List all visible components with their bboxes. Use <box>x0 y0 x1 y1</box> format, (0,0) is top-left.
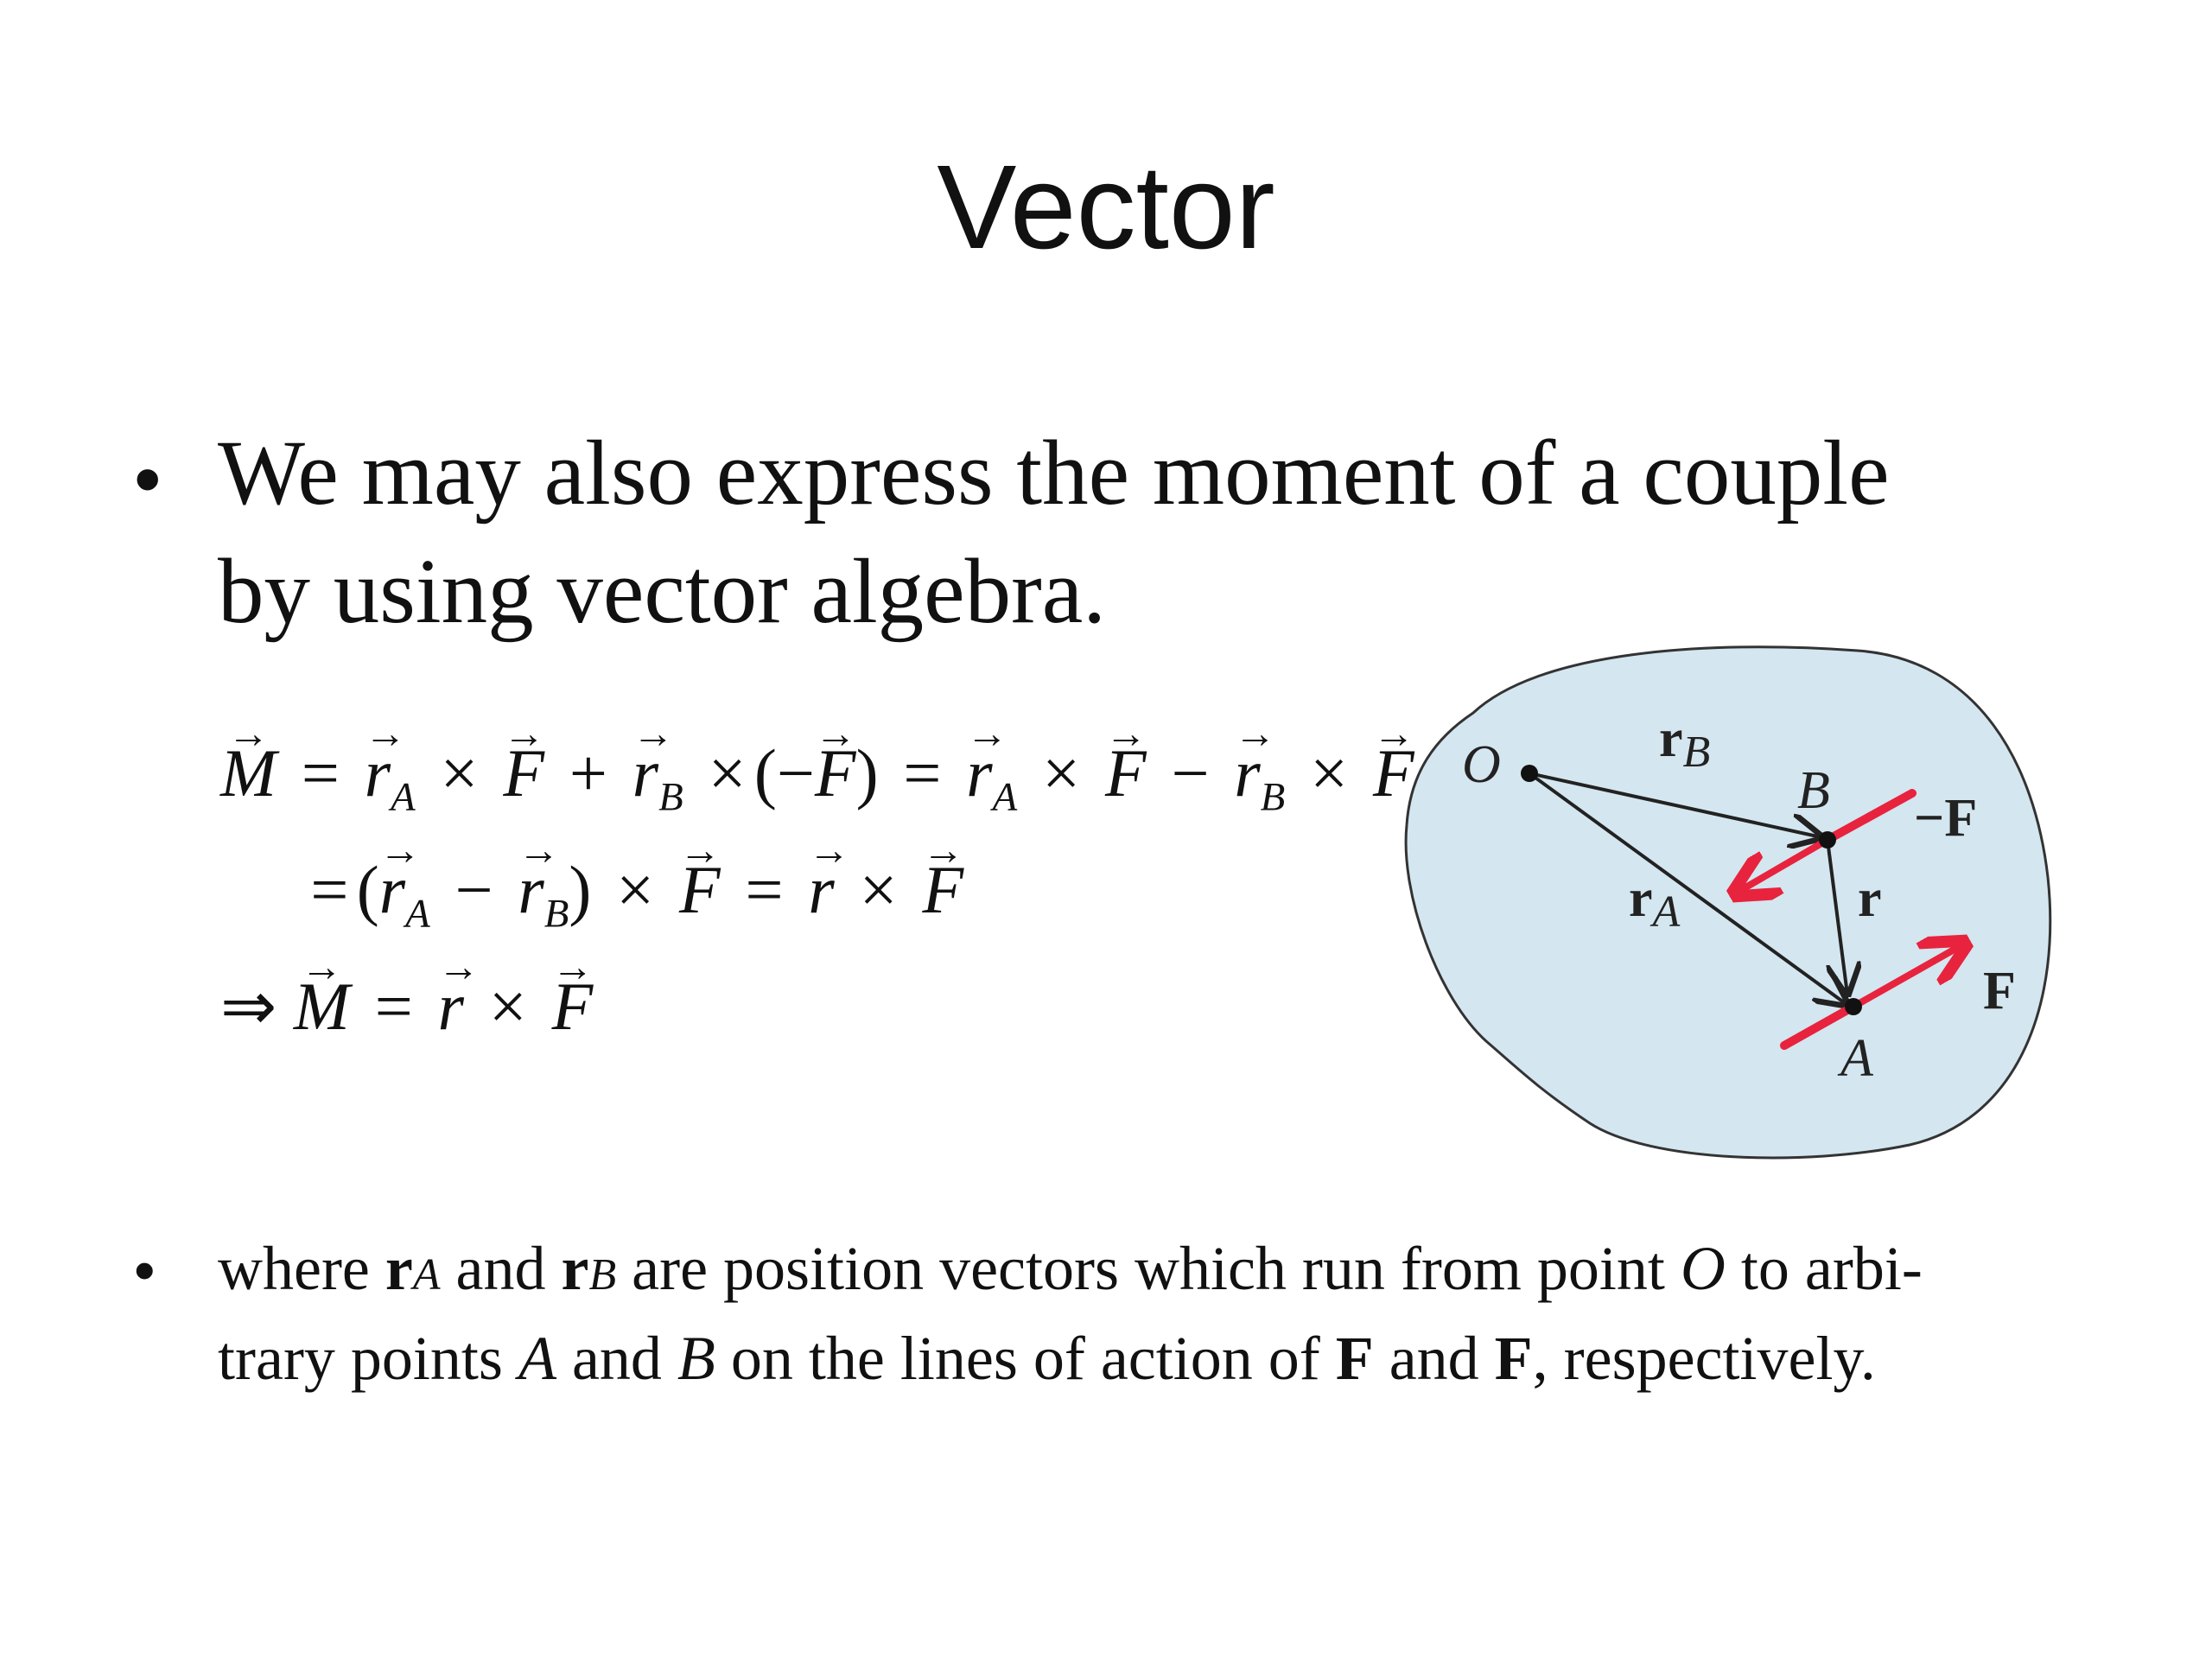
text-run: on the lines of action of <box>715 1324 1336 1393</box>
paragraph-line <box>218 1227 2119 1317</box>
text-run: and <box>556 1324 677 1393</box>
symbol-r: r <box>385 1234 413 1303</box>
minus-sign: − <box>1171 735 1210 810</box>
bullet-marker: • <box>134 1236 156 1304</box>
label-rA-sub: A <box>1652 887 1681 937</box>
equals-sign: = <box>903 735 942 810</box>
vector-r: → r <box>808 851 834 929</box>
vector-F: → F <box>552 968 594 1046</box>
slide-title: Vector <box>937 141 1275 274</box>
label-rB-sub: B <box>1682 728 1711 777</box>
vector-M: → M <box>220 734 276 812</box>
symbol-sub-B: B <box>588 1250 617 1300</box>
vector-F: → F <box>503 734 544 812</box>
vector-r: → r <box>379 851 405 929</box>
text-run: are position vectors which run from point <box>616 1234 1681 1303</box>
equation-line-3 <box>220 968 593 1046</box>
vector-r: → r <box>365 734 391 812</box>
open-paren: ( <box>356 852 379 927</box>
point-A <box>1845 998 1862 1015</box>
label-F: F <box>1983 962 2016 1020</box>
equals-sign: = <box>745 852 784 927</box>
open-paren: ( <box>753 735 777 810</box>
symbol-F: F <box>1335 1324 1374 1393</box>
text-run: and <box>440 1234 562 1303</box>
times-sign: × <box>1310 735 1349 810</box>
plus-sign: + <box>569 735 607 810</box>
text-run: trary points <box>218 1324 518 1393</box>
paragraph-line <box>218 1317 2119 1400</box>
subscript-B: B <box>658 774 683 820</box>
bullet-paragraph-2 <box>218 1227 2119 1400</box>
bullet-paragraph-1 <box>218 415 2119 652</box>
label-A: A <box>1840 1029 1873 1088</box>
close-paren: ) <box>569 852 592 927</box>
symbol-sub-A: A <box>412 1250 441 1300</box>
text-run: , respectively. <box>1532 1324 1876 1393</box>
vector-F: → F <box>815 734 856 812</box>
rigid-body-outline <box>1406 647 2050 1158</box>
label-B: B <box>1797 761 1830 820</box>
subscript-A: A <box>391 774 416 820</box>
symbol-r: r <box>561 1234 589 1303</box>
point-O <box>1521 765 1538 782</box>
symbol-F: F <box>1494 1324 1533 1393</box>
text-run: to arbi- <box>1725 1234 1923 1303</box>
vector-F: → F <box>922 851 963 929</box>
subscript-A: A <box>405 891 430 937</box>
minus-sign: − <box>454 852 493 927</box>
times-sign: × <box>616 852 655 927</box>
label-rA-r: r <box>1629 869 1653 928</box>
equals-sign: = <box>374 969 413 1044</box>
vector-F: → F <box>1373 734 1414 812</box>
subscript-A: A <box>992 774 1018 820</box>
symbol-A: A <box>518 1324 556 1393</box>
vector-r: → r <box>632 734 658 812</box>
label-r: r <box>1858 869 1882 928</box>
vector-M: → M <box>294 968 350 1046</box>
label-rB-r: r <box>1659 709 1683 768</box>
equals-sign: = <box>310 852 349 927</box>
equation-line-2 <box>302 851 963 937</box>
close-paren: ) <box>855 735 879 810</box>
implies-arrow: ⇒ <box>220 969 277 1044</box>
vector-F: → F <box>1105 734 1147 812</box>
text-run: and <box>1373 1324 1495 1393</box>
subscript-B: B <box>1260 774 1286 820</box>
times-sign: × <box>488 969 527 1044</box>
symbol-B: B <box>677 1324 715 1393</box>
paragraph-line: by using vector algebra. <box>218 541 1107 643</box>
couple-diagram <box>1391 635 2065 1171</box>
label-negF: −F <box>1914 789 1978 848</box>
times-sign: × <box>440 735 479 810</box>
subscript-B: B <box>543 891 569 937</box>
label-O: O <box>1462 735 1501 794</box>
couple-diagram-svg <box>1391 635 2065 1171</box>
vector-r: → r <box>1234 734 1260 812</box>
vector-r: → r <box>966 734 992 812</box>
times-sign: × <box>859 852 898 927</box>
times-sign: × <box>708 735 747 810</box>
minus-sign: − <box>776 735 815 810</box>
symbol-O: O <box>1680 1234 1726 1303</box>
vector-r: → r <box>518 851 543 929</box>
equals-sign: = <box>301 735 340 810</box>
point-B <box>1819 831 1836 849</box>
vector-F: → F <box>679 851 721 929</box>
times-sign: × <box>1042 735 1081 810</box>
bullet-marker: • <box>134 436 162 523</box>
text-run: where <box>218 1234 385 1303</box>
vector-r: → r <box>438 968 464 1046</box>
paragraph-line: We may also express the moment of a couple <box>218 423 1890 524</box>
equation-line-1 <box>220 734 1414 820</box>
